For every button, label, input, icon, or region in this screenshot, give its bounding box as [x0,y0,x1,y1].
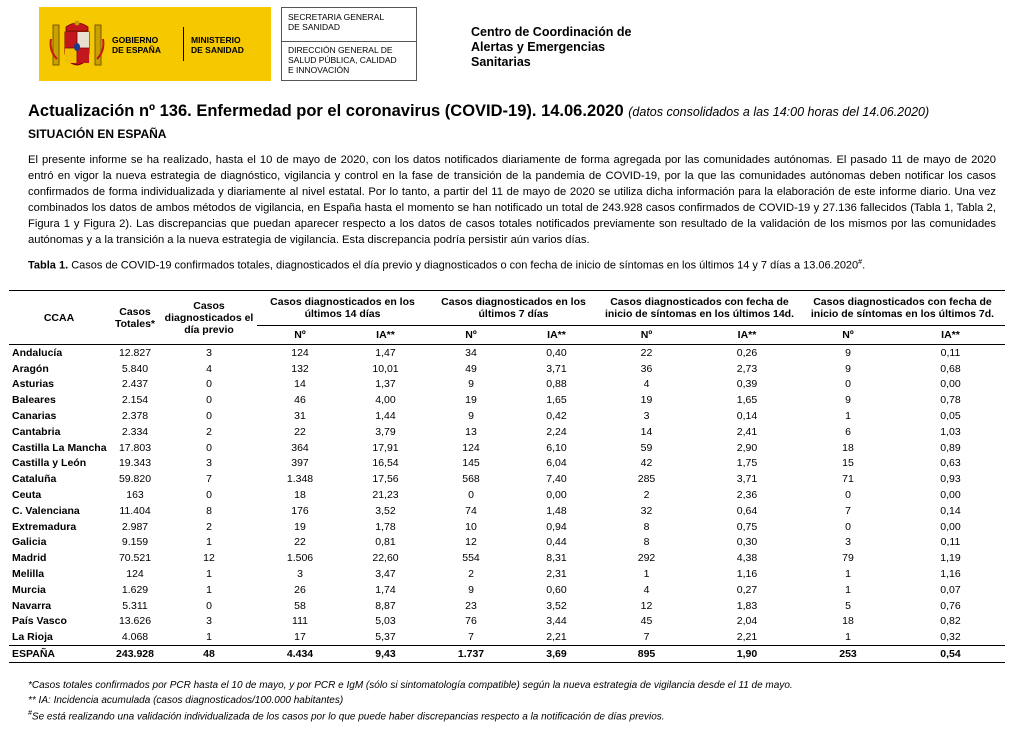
row-ccaa-name: País Vasco [12,615,67,628]
table-row [9,345,1005,361]
table-cell: 1 [206,568,212,581]
table-cell: 15 [842,457,854,470]
table-cell: 1,47 [375,346,396,359]
table-cell: 13.626 [118,615,152,628]
table-cell: 1 [643,568,650,581]
header-dia-previo: Casos diagnosticados el día previo [164,299,254,336]
row-ccaa-name: ESPAÑA [12,648,55,661]
table-cell: 9 [845,346,851,359]
table-cell: 7 [468,631,474,644]
table-cell: 17,91 [372,441,399,454]
table-cell: 2 [468,568,474,581]
row-ccaa-name: Navarra [12,599,52,612]
table-row [9,424,1005,440]
table-cell: 0 [206,410,212,423]
intro-paragraph: El presente informe se ha realizado, hasta el 10 de mayo de 2020, con los datos notificados diariamente de forma agregada por las comunidades autónomas. El pasado 11 de mayo de 2020 entró en vigor la nueva estrategia de diagnóstico, vigilancia y control en la fase de transición de la pandemia de COVID-19, por la que las comunidades autónomas deben notificar los casos confirmados de forma individualizada y diariamente al nivel estatal. Por lo tanto, a partir del 11 de mayo de 2020 se utiliza dicha información para la elaboración de este informe diario. Una vez combinados los datos de ambos métodos de vigilancia, en España hasta el momento se han notificado un total de 243.928 casos confirmados de COVID-19 y 27.136 fallecidos (Tabla 1, Tabla 2, Figura 1 y Figura 2). Las discrepancias que puedan aparecer respecto a los datos de casos totales notificados previamente son resultado de la validación de los mismos por las comunidades autónomas y a la transición a la nueva estrategia de vigilancia. Esta discrepancia podría persistir aún varios días. [28,154,996,246]
table-cell: 4 [206,362,212,375]
table-cell: 22 [294,536,306,549]
table-cell: 9.159 [121,536,149,549]
table-cell: 0,40 [546,346,567,359]
table-cell: 19 [465,394,477,407]
table-cell: 9 [845,362,851,375]
table-row [9,440,1005,456]
table-cell: 2.378 [121,410,149,423]
table-cell: 79 [842,552,854,565]
table-cell: 22 [294,425,306,438]
table-cell: 12.827 [118,346,152,359]
row-ccaa-name: Castilla La Mancha [12,441,107,454]
table-cell: 0 [468,489,474,502]
table-cell: 1.506 [286,552,314,565]
table-cell: 1 [206,583,212,596]
table-cell: 0,27 [736,583,758,596]
table-cell: 12 [640,599,653,612]
footnote-validacion-text: Se está realizando una validación individualizada de los casos por lo que puede haber discrepancias respecto a la notificación de días previos. [31,711,665,723]
table-cell: 45 [640,615,653,628]
table-cell: 32 [640,504,653,517]
table-cell: 16,54 [372,457,399,470]
table-cell: 2 [206,520,212,533]
table-cell: 568 [462,473,480,486]
table-cell: 49 [465,362,477,375]
row-ccaa-name: Castilla y León [12,457,87,470]
table-cell: 18 [842,441,854,454]
table-row [9,456,1005,472]
table-cell: 4,38 [736,552,758,565]
title-main: Actualización nº 136. Enfermedad por el coronavirus (COVID-19). 14.06.2020 [28,102,624,120]
table-cell: 1,44 [375,410,396,423]
table-cell: 0,44 [546,536,567,549]
table-cell: 0,42 [546,410,567,423]
table-cell: 1,19 [940,552,961,565]
table-cell: 5 [845,599,851,612]
footnote-ia: ** IA: Incidencia acumulada (casos diagnosticados/100.000 habitantes) [28,695,344,706]
table-cell: 6,04 [546,457,567,470]
table-cell: 13 [465,425,477,438]
row-ccaa-name: Melilla [12,568,45,581]
table-cell: 18 [842,615,854,628]
table-cell: 9 [468,583,474,596]
table-cell: 0,88 [546,378,567,391]
table-cell: 0,14 [736,410,758,423]
table-cell: 0,82 [940,615,961,628]
table-cell: 23 [465,599,477,612]
row-ccaa-name: Baleares [12,394,56,407]
page-title [28,102,929,121]
table-cell: 0 [206,441,212,454]
table-cell: 3,44 [546,615,567,628]
table-cell: 4,00 [375,394,396,407]
table-cell: 12 [203,552,215,565]
table-cell: 7 [643,631,650,644]
table-cell: 1,65 [736,394,758,407]
table-cell: 3 [206,457,212,470]
table-cell: 1.737 [457,648,485,661]
table-cell: 0 [845,378,851,391]
table-cell: 0,60 [546,583,567,596]
header-casos-totales: Casos Totales* [114,305,156,330]
table-cell: 0,05 [940,410,961,423]
table-cell: 5,37 [375,631,396,644]
table-cell: 0,00 [546,489,567,502]
table-cell: 132 [291,362,309,375]
table-cell: 14 [640,425,653,438]
header-ia-sintomas-7d: IA** [941,329,960,341]
table-cell: 0,76 [940,599,961,612]
table-row [9,503,1005,519]
table-cell: 0,78 [940,394,961,407]
table-cell: 5.311 [122,599,148,612]
table-cell: 22 [640,346,653,359]
table-cell: 8 [643,520,650,533]
table-cell: 0,64 [736,504,758,517]
table-cell: 0,07 [940,583,961,596]
table-cell: 0,11 [940,346,961,359]
footnote-casos-totales: *Casos totales confirmados por PCR hasta el 10 de mayo, y por PCR e IgM (sólo si sintomatología compatible) según la nueva estrategia de vigilancia desde el 11 de mayo. [28,680,793,691]
header-n-14d: Nº [294,329,306,341]
table-cell: 2 [206,425,212,438]
table-cell: 145 [462,457,480,470]
table-cell: 5.840 [121,362,149,375]
title-note: (datos consolidados a las 14:00 horas del 14.06.2020) [628,105,930,119]
table-cell: 554 [462,552,480,565]
table-row [9,471,1005,487]
table-cell: 3 [643,410,650,423]
table-cell: 14 [294,378,306,391]
table-cell: 3,47 [375,568,396,581]
table-row [9,377,1005,393]
table-cell: 8,87 [375,599,396,612]
table-cell: 0 [206,394,212,407]
table-cell: 59 [640,441,653,454]
table-cell: 31 [294,410,306,423]
table-cell: 59.820 [118,473,152,486]
row-ccaa-name: C. Valenciana [12,504,80,517]
table-cell: 1 [206,631,212,644]
table-cell: 0,30 [736,536,758,549]
table-cell: 2,73 [736,362,758,375]
table-cell: 17,56 [372,473,399,486]
table-caption-mark: # [858,259,863,266]
row-ccaa-name: Aragón [12,362,49,375]
secretaria-label: SECRETARIA GENERAL DE SANIDAD [288,12,385,32]
table-cell: 46 [294,394,306,407]
header-group-14d: Casos diagnosticados en los últimos 14 días [257,291,428,326]
table-row [9,550,1005,566]
table-row [9,582,1005,598]
table-cell: 1.629 [121,583,149,596]
table-cell: 0,14 [940,504,961,517]
secretaria-divider [282,41,416,42]
table-cell: 1,75 [736,457,758,470]
table-cell: 22,60 [372,552,399,565]
table-row [9,487,1005,503]
table-cell: 2.987 [121,520,149,533]
table-cell: 0,54 [940,648,961,661]
table-cell: 0,68 [940,362,961,375]
row-ccaa-name: Canarias [12,410,57,423]
section-subtitle: SITUACIÓN EN ESPAÑA [28,127,167,141]
table-cell: 243.928 [116,648,154,661]
row-ccaa-name: Galicia [12,536,47,549]
table-cell: 17 [294,631,306,644]
table-row [9,392,1005,408]
table-cell: 0,81 [375,536,396,549]
table-cell: 18 [294,489,306,502]
table-cell: 0 [206,378,212,391]
table-cell: 0,00 [940,378,961,391]
table-cell: 253 [839,648,857,661]
table-cell: 9 [845,394,851,407]
gobierno-logo [39,7,271,81]
table-cell: 6 [845,425,851,438]
row-ccaa-name: Cataluña [12,473,57,486]
table-cell: 12 [465,536,477,549]
table-cell: 364 [291,441,309,454]
table-cell: 9 [468,378,474,391]
table-cell: 58 [294,599,306,612]
row-ccaa-name: Asturias [12,378,55,391]
centro-coordinacion-label: Centro de Coordinación de Alertas y Emergencias Sanitarias [471,25,632,69]
table-cell: 2.437 [121,378,149,391]
row-ccaa-name: Cantabria [12,425,61,438]
table-cell: 7,40 [546,473,567,486]
table-caption-text: Casos de COVID-19 confirmados totales, diagnosticados el día previo y diagnosticados o con fecha de inicio de síntomas en los últimos 14 y 7 días a 13.06.2020 [68,259,859,272]
table-cell: 3,71 [736,473,758,486]
table-cell: 124 [291,346,309,359]
header-n-7d: Nº [465,329,477,341]
table-row [9,519,1005,535]
table-cell: 285 [637,473,656,486]
table-cell: 3 [206,346,212,359]
row-ccaa-name: Ceuta [12,489,42,502]
table-cell: 3 [206,615,212,628]
table-cell: 8,31 [546,552,567,565]
table-cell: 0,93 [940,473,961,486]
header-group-sintomas-14d: Casos diagnosticados con fecha de inicio de síntomas en los últimos 14d. [599,291,800,326]
logo-divider [183,27,184,61]
table-cell: 292 [637,552,656,565]
coat-of-arms-icon [49,17,105,71]
table-cell: 124 [126,568,144,581]
table-row [9,598,1005,614]
table-cell: 1,78 [375,520,396,533]
header-group-sintomas-7d: Casos diagnosticados con fecha de inicio de síntomas en los últimos 7d. [800,291,1005,326]
table-cell: 76 [465,615,477,628]
table-cell: 1,65 [546,394,567,407]
row-ccaa-name: Murcia [12,583,46,596]
header-n-sintomas-14d: Nº [640,329,653,341]
table-cell: 2.154 [121,394,149,407]
row-ccaa-name: Extremadura [12,520,77,533]
table-cell: 2,36 [736,489,758,502]
table-cell: 74 [465,504,477,517]
secretaria-box [281,7,417,81]
table-row [9,408,1005,424]
header-ia-7d: IA** [547,329,566,341]
table-cell: 10 [465,520,477,533]
table-cell: 0,63 [940,457,961,470]
ministerio-label: MINISTERIO DE SANIDAD [191,35,244,55]
table-cell: 2.334 [121,425,149,438]
table-cell: 2,41 [736,425,758,438]
table-cell: 48 [203,648,215,661]
covid-cases-table [9,290,1005,663]
header-ia-sintomas-14d: IA** [737,329,757,341]
table-body [9,345,1005,663]
table-cell: 1 [845,568,851,581]
table-cell: 4.068 [121,631,149,644]
table-cell: 1 [845,631,851,644]
table-cell: 19 [294,520,306,533]
table-cell: 0,00 [940,520,961,533]
table-cell: 0,32 [940,631,961,644]
table-cell: 0,75 [736,520,758,533]
table-cell: 124 [462,441,480,454]
table-cell: 19 [640,394,653,407]
table-cell: 0,94 [546,520,567,533]
table-cell: 3,71 [546,362,567,375]
table-cell: 9 [468,410,474,423]
table-cell: 2,21 [736,631,758,644]
table-cell: 8 [643,536,650,549]
table-cell: 1,16 [736,568,758,581]
table-cell: 0,00 [940,489,961,502]
row-ccaa-name: La Rioja [12,631,53,644]
table-cell: 17.803 [118,441,152,454]
table-cell: 0,89 [940,441,961,454]
footnote-validacion-mark: # [28,710,32,717]
row-ccaa-name: Andalucía [12,346,63,359]
table-cell: 2,31 [546,568,567,581]
table-cell: 3 [297,568,303,581]
table-cell: 10,01 [372,362,399,375]
table-cell: 1,16 [940,568,961,581]
table-cell: 1,90 [736,648,758,661]
table-cell: 895 [637,648,656,661]
table-row [9,535,1005,551]
table-cell: 21,23 [372,489,399,502]
table-cell: 42 [640,457,653,470]
table-cell: 1 [845,410,851,423]
table-cell: 3 [845,536,851,549]
table-cell: 0,26 [736,346,758,359]
table-cell: 6,10 [546,441,567,454]
table-cell: 1 [206,536,212,549]
header-ia-14d: IA** [376,329,395,341]
table-row [9,629,1005,645]
table-cell: 163 [126,489,144,502]
table-caption: Tabla 1. Casos de COVID-19 confirmados totales, diagnosticados el día previo y diagnosticados o con fecha de inicio de síntomas en los últimos 14 y 7 días a 13.06.2020#. [28,259,866,272]
table-cell: 4 [643,378,650,391]
table-cell: 1,74 [375,583,396,596]
table-cell: 2 [643,489,650,502]
table-caption-label: Tabla 1. [28,259,69,272]
table-cell: 11.404 [119,504,151,517]
table-cell: 4.434 [286,648,314,661]
table-cell: 7 [845,504,851,517]
table-cell: 71 [842,473,854,486]
header-ccaa: CCAA [43,311,75,324]
table-cell: 1,48 [546,504,567,517]
direccion-label: DIRECCIÓN GENERAL DE SALUD PÚBLICA, CALIDAD E INNOVACIÓN [288,45,397,75]
gobierno-label: GOBIERNO DE ESPAÑA [112,35,161,55]
table-cell: 26 [294,583,306,596]
table-cell: 2,24 [546,425,567,438]
table-cell: 1 [845,583,851,596]
table-cell: 2,21 [546,631,567,644]
table-cell: 3,52 [375,504,396,517]
table-cell: 36 [640,362,653,375]
table-cell: 1,03 [940,425,961,438]
table-cell: 0 [206,489,212,502]
table-cell: 176 [291,504,309,517]
table-row-total [9,646,1005,663]
table-row [9,566,1005,582]
header-group-7d: Casos diagnosticados en los últimos 7 días [428,291,599,326]
table-row [9,614,1005,630]
table-cell: 397 [291,457,309,470]
table-cell: 0,39 [736,378,758,391]
table-cell: 0,11 [940,536,961,549]
table-cell: 34 [465,346,477,359]
table-cell: 2,90 [736,441,758,454]
table-cell: 5,03 [375,615,396,628]
footnote-validacion [28,710,665,722]
table-cell: 111 [292,615,308,628]
header-n-sintomas-7d: Nº [842,329,854,341]
row-ccaa-name: Madrid [12,552,47,565]
table-row [9,361,1005,377]
table-cell: 19.343 [118,457,152,470]
table-cell: 3,52 [546,599,567,612]
table-cell: 70.521 [118,552,152,565]
table-cell: 3,69 [546,648,567,661]
table-cell: 1,37 [375,378,396,391]
table-cell: 1,83 [736,599,758,612]
table-cell: 3,79 [375,425,396,438]
table-cell: 9,43 [375,648,396,661]
table-cell: 8 [206,504,212,517]
table-cell: 1.348 [286,473,314,486]
table-cell: 2,04 [736,615,758,628]
table-cell: 0 [845,520,851,533]
table-cell: 0 [845,489,851,502]
table-cell: 4 [643,583,650,596]
table-cell: 0 [206,599,212,612]
table-cell: 7 [206,473,212,486]
